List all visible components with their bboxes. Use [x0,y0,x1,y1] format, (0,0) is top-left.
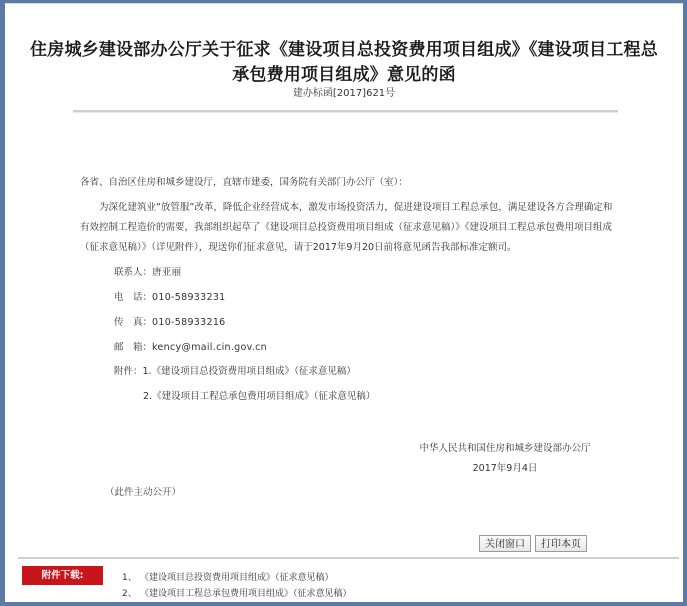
document-title-line-1: 住房城乡建设部办公厅关于征求《建设项目总投资费用项目组成》《建设项目工程总 [30,40,658,60]
attachment-download-badge: 附件下载: [22,566,103,585]
header-divider [73,110,618,112]
contact-fax-value: 010-58933216 [152,317,226,328]
contact-phone-value: 010-58933231 [152,292,226,303]
contact-person [114,264,181,278]
contact-phone [114,289,226,303]
contact-email [114,339,267,353]
public-note: （此件主动公开） [105,487,182,498]
attachment-item-1: 1.《建设项目总投资费用项目组成》（征求意见稿） [142,366,356,377]
body-paragraph-text: 为深化建筑业“放管服”改革，降低企业经营成本，激发市场投资活力，促进建设项目工程总承包，满足建设各方合理确定和有效控制工程造价的需要，我部组织起草了《建设项目总投资费用项目组成（征求意见稿）》《建设项目工程总承包费用项目组成（征求意见稿）》（详见附件），现送你们征求意见，请于2017年9月20日前将意见函告我部标准定额司。 [80,202,613,253]
body-paragraph [80,198,620,258]
document-title-line-2: 承包费用项目组成》意见的函 [232,65,456,85]
attachments-line-1 [114,363,356,377]
salutation: 各省、自治区住房和城乡建设厅，直辖市建委，国务院有关部门办公厅（室）： [80,177,408,188]
download-link-2[interactable] [122,586,352,599]
print-page-button[interactable]: 打印本页 [535,535,587,552]
download-link-1-number: 1、 [122,573,137,583]
document-page [5,3,683,602]
contact-phone-label: 电 话： [114,292,153,303]
contact-fax-label: 传 真： [114,317,153,328]
contact-email-label: 邮 箱： [114,342,153,353]
attachments-line-2 [143,388,375,402]
contact-fax [114,314,226,328]
download-link-2-label[interactable]: 《建设项目工程总承包费用项目组成》（征求意见稿） [140,589,352,599]
contact-email-value: kency@mail.cin.gov.cn [152,342,267,353]
download-link-2-number: 2、 [122,589,137,599]
close-window-button[interactable]: 关闭窗口 [479,535,531,552]
download-link-1[interactable] [122,570,334,583]
signature-date: 2017年9月4日 [472,463,538,474]
signature-org: 中华人民共和国住房和城乡建设部办公厅 [419,443,591,454]
contact-person-label: 联系人： [114,267,153,278]
contact-person-value: 唐亚丽 [152,267,182,278]
attachments-label: 附件： [114,366,143,377]
document-number: 建办标函[2017]621号 [292,88,396,99]
attachment-item-2: 2.《建设项目工程总承包费用项目组成》（征求意见稿） [143,391,376,402]
download-link-1-label[interactable]: 《建设项目总投资费用项目组成》（征求意见稿） [140,573,334,583]
footer-divider [18,557,679,559]
